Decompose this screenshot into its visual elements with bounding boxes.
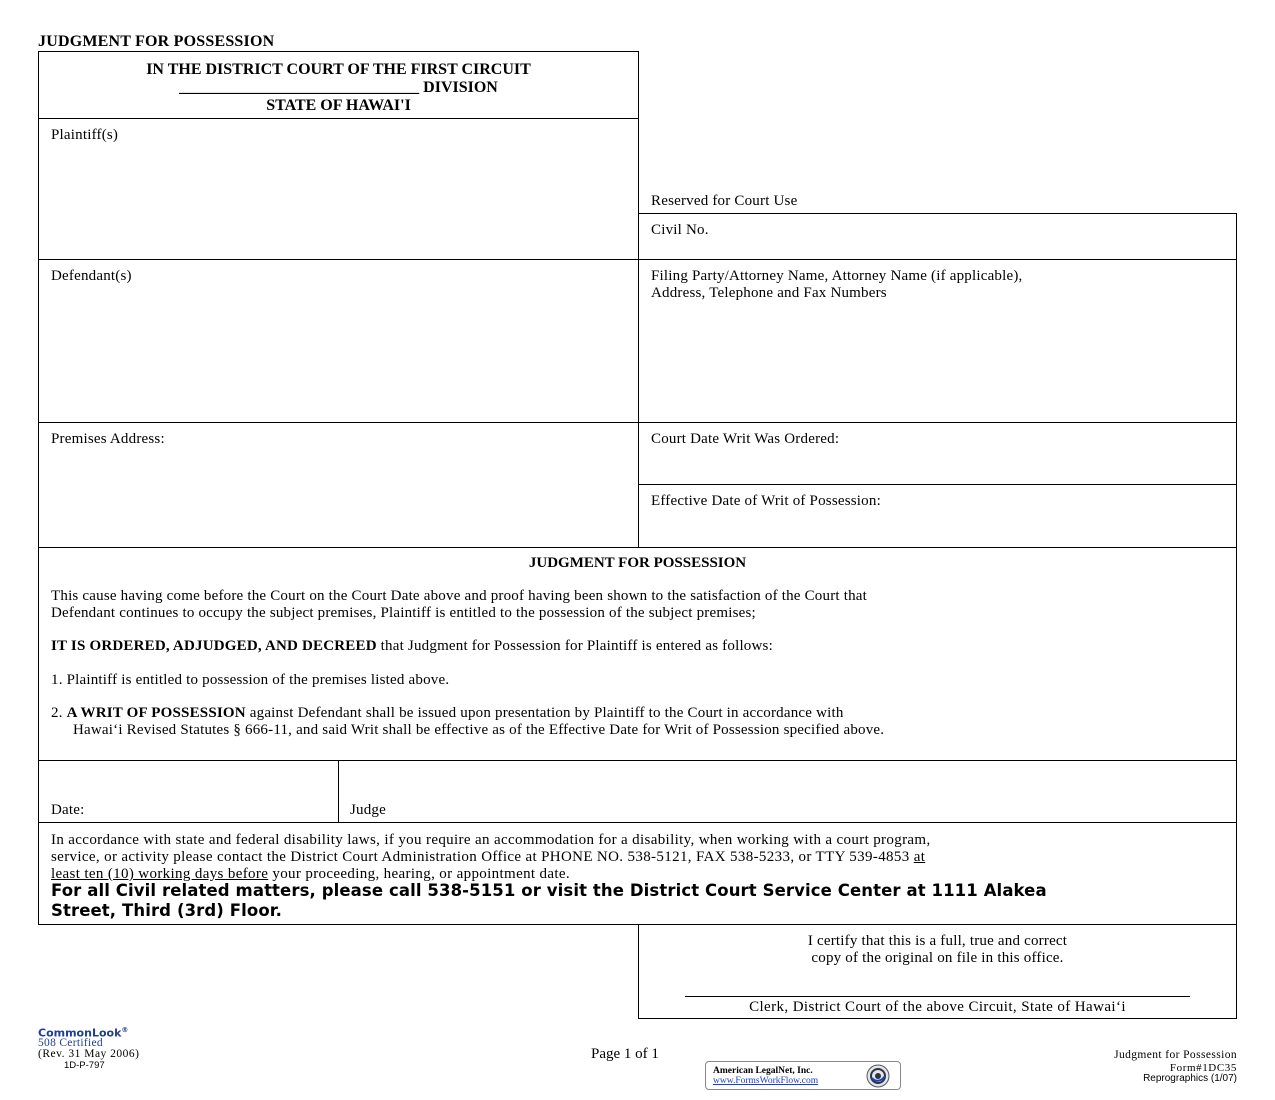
filing-party-label-line1: Filing Party/Attorney Name, Attorney Name (if applicable),: [651, 268, 1023, 284]
ordered-clause: [51, 638, 773, 655]
order-item-2-number: 2.: [51, 705, 67, 721]
filing-party-label: [651, 268, 1023, 302]
legalnet-url[interactable]: www.FormsWorkFlow.com: [713, 1076, 819, 1086]
certification-line2: copy of the original on file in this office.: [811, 950, 1064, 966]
order-item-2: [51, 705, 884, 739]
civil-no-label: Civil No.: [651, 222, 709, 238]
division-label: DIVISION: [423, 79, 498, 96]
footer-form-number: Form#1DC35: [1169, 1062, 1237, 1074]
form-code: 1D-P-797: [64, 1060, 105, 1071]
judgment-para-line1: This cause having come before the Court on the Court Date above and proof having been shown to the satisfaction of the Court that: [51, 588, 868, 604]
ordered-bold: IT IS ORDERED, ADJUDGED, AND DECREED: [51, 638, 377, 654]
court-header: [39, 61, 638, 115]
judgment-para-line2: Defendant continues to occupy the subject premises, Plaintiff is entitled to the possession of the subject premises;: [51, 605, 756, 621]
ada-line1: In accordance with state and federal disability laws, if you require an accommodation for a disability, when working with a court program,: [51, 832, 931, 848]
certified-508: 508 Certified: [38, 1037, 103, 1049]
order-item-2-rest: against Defendant shall be issued upon presentation by Plaintiff to the Court in accordance with: [245, 705, 844, 721]
form-title: JUDGMENT FOR POSSESSION: [38, 33, 275, 50]
civil-no-field[interactable]: [638, 213, 1237, 260]
court-date-label: Court Date Writ Was Ordered:: [651, 431, 840, 447]
legalnet-badge[interactable]: [705, 1061, 901, 1090]
clerk-label: Clerk, District Court of the above Circuit, State of Hawai‘i: [749, 999, 1126, 1015]
plaintiff-label: Plaintiff(s): [51, 127, 119, 143]
ada-line3-underlined: least ten (10) working days before: [51, 866, 269, 882]
footer-reprographics: Reprographics (1/07): [1143, 1073, 1237, 1084]
certification-text: [639, 933, 1236, 967]
order-item-1: 1. Plaintiff is entitled to possession of the premises listed above.: [51, 672, 450, 688]
premises-address-field[interactable]: [38, 422, 639, 548]
order-item-2-bold: A WRIT OF POSSESSION: [66, 705, 246, 721]
civil-matters-notice: [51, 881, 1047, 921]
revision-date: (Rev. 31 May 2006): [38, 1048, 140, 1060]
ada-line2-underlined: at: [913, 849, 926, 865]
premises-address-label: Premises Address:: [51, 431, 165, 447]
civil-matters-line1: For all Civil related matters, please call 538-5151 or visit the District Court Service Center at 1111 Alakea: [51, 881, 1047, 900]
state-name: STATE OF HAWAI'I: [266, 97, 411, 114]
ada-line2-text: service, or activity please contact the District Court Administration Office at PHONE NO. 538-5121, FAX 538-5233, or TTY 539-4853: [51, 849, 914, 865]
effective-date-field[interactable]: [638, 484, 1237, 548]
court-name: IN THE DISTRICT COURT OF THE FIRST CIRCUIT: [146, 61, 531, 78]
court-date-field[interactable]: [638, 422, 1237, 485]
page-number: Page 1 of 1: [591, 1046, 659, 1062]
civil-matters-line2: Street, Third (3rd) Floor.: [51, 901, 283, 920]
ordered-rest: that Judgment for Possession for Plaintiff is entered as follows:: [376, 638, 773, 654]
globe-icon: [866, 1064, 890, 1088]
reserved-label: Reserved for Court Use: [651, 193, 798, 209]
date-label: Date:: [51, 802, 85, 818]
effective-date-label: Effective Date of Writ of Possession:: [651, 493, 881, 509]
certification-box: [638, 924, 1237, 1019]
commonlook-name: CommonLook: [38, 1026, 122, 1040]
order-item-2-line2: Hawai‘i Revised Statutes § 666-11, and said Writ shall be effective as of the Effective Date for Writ of Possession specified above.: [73, 722, 885, 738]
date-field[interactable]: [38, 760, 339, 823]
division-line: [39, 79, 638, 97]
legalnet-name: American LegalNet, Inc.: [713, 1066, 813, 1076]
plaintiff-field[interactable]: [38, 118, 639, 260]
judge-signature-field[interactable]: [338, 760, 1237, 823]
footer-form-title: Judgment for Possession: [1114, 1049, 1237, 1061]
clerk-signature-line[interactable]: [685, 996, 1190, 997]
certification-line1: I certify that this is a full, true and correct: [807, 933, 1068, 949]
defendant-label: Defendant(s): [51, 268, 132, 284]
judgment-heading: JUDGMENT FOR POSSESSION: [528, 555, 747, 571]
judgment-section: [38, 547, 1237, 761]
filing-party-field[interactable]: [638, 259, 1237, 423]
judgment-paragraph: [51, 588, 867, 622]
division-blank[interactable]: ______________________________: [179, 79, 420, 96]
commonlook-registered-mark: ®: [121, 1026, 129, 1034]
ada-line2: [51, 849, 931, 866]
judge-label: Judge: [350, 802, 386, 818]
court-header-box: [38, 51, 639, 119]
filing-party-label-line2: Address, Telephone and Fax Numbers: [651, 285, 887, 301]
defendant-field[interactable]: [38, 259, 639, 423]
ada-text: [51, 832, 931, 883]
ada-line3-text: your proceeding, hearing, or appointment date.: [268, 866, 571, 882]
ada-notice: [38, 822, 1237, 925]
